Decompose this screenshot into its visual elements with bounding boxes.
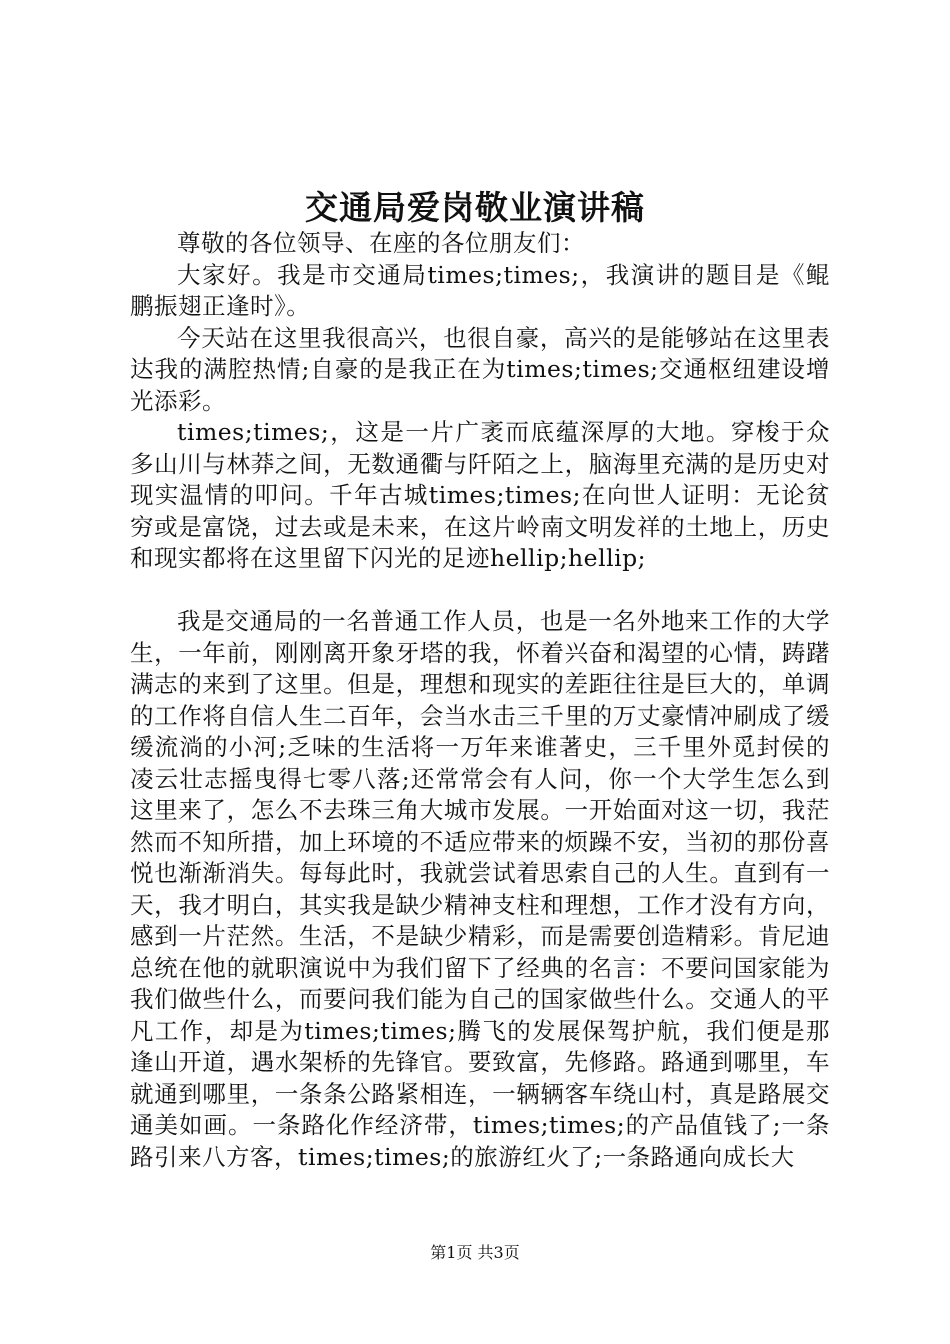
paragraph-intro: 今天站在这里我很高兴，也很自豪，高兴的是能够站在这里表达我的满腔热情;自豪的是我正在为times;times;交通枢纽建设增光添彩。 bbox=[130, 323, 830, 415]
paragraph-salutation: 尊敬的各位领导、在座的各位朋友们： bbox=[177, 229, 585, 257]
paragraph-greeting: 大家好。我是市交通局times;times;，我演讲的题目是《鲲鹏振翅正逢时》。 bbox=[130, 260, 830, 320]
paragraph-land: times;times;，这是一片广袤而底蕴深厚的大地。穿梭于众多山川与林莽之间，无数通衢与阡陌之上，脑海里充满的是历史对现实温情的叩问。千年古城times;times;在向世人证明：无论贫穷或是富饶，过去或是未来，在这片岭南文明发祥的土地上，历史和现实都将在这里留下闪光的足迹hellip;hellip; bbox=[130, 418, 830, 572]
paragraph-story: 我是交通局的一名普通工作人员，也是一名外地来工作的大学生，一年前，刚刚离开象牙塔的我，怀着兴奋和渴望的心情，踌躇满志的来到了这里。但是，理想和现实的差距往往是巨大的，单调的工作将自信人生二百年，会当水击三千里的万丈豪情冲刷成了缓缓流淌的小河;乏味的生活将一万年来谁著史，三千里外觅封侯的凌云壮志摇曳得七零八落;还常常会有人问，你一个大学生怎么到这里来了，怎么不去珠三角大城市发展。一开始面对这一切，我茫然而不知所措，加上环境的不适应带来的烦躁不安，当初的那份喜悦也渐渐消失。每每此时，我就尝试着思索自己的人生。直到有一天，我才明白，其实我是缺少精神支柱和理想，工作才没有方向，感到一片茫然。生活，不是缺少精彩，而是需要创造精彩。肯尼迪总统在他的就职演说中为我们留下了经典的名言：不要问国家能为我们做些什么，而要问我们能为自己的国家做些什么。交通人的平凡工作，却是为times;times;腾飞的发展保驾护航，我们便是那逢山开道，遇水架桥的先锋官。要致富，先修路。路通到哪里，车就通到哪里，一条条公路紧相连，一辆辆客车绕山村，真是路展交通美如画。一条路化作经济带，times;times;的产品值钱了;一条路引来八方客，times;times;的旅游红火了;一条路通向成长大 bbox=[130, 607, 830, 1171]
page-footer: 第1页 共3页 bbox=[430, 1243, 520, 1262]
document-body bbox=[130, 228, 830, 1173]
page-title: 交通局爱岗敬业演讲稿 bbox=[305, 188, 645, 227]
